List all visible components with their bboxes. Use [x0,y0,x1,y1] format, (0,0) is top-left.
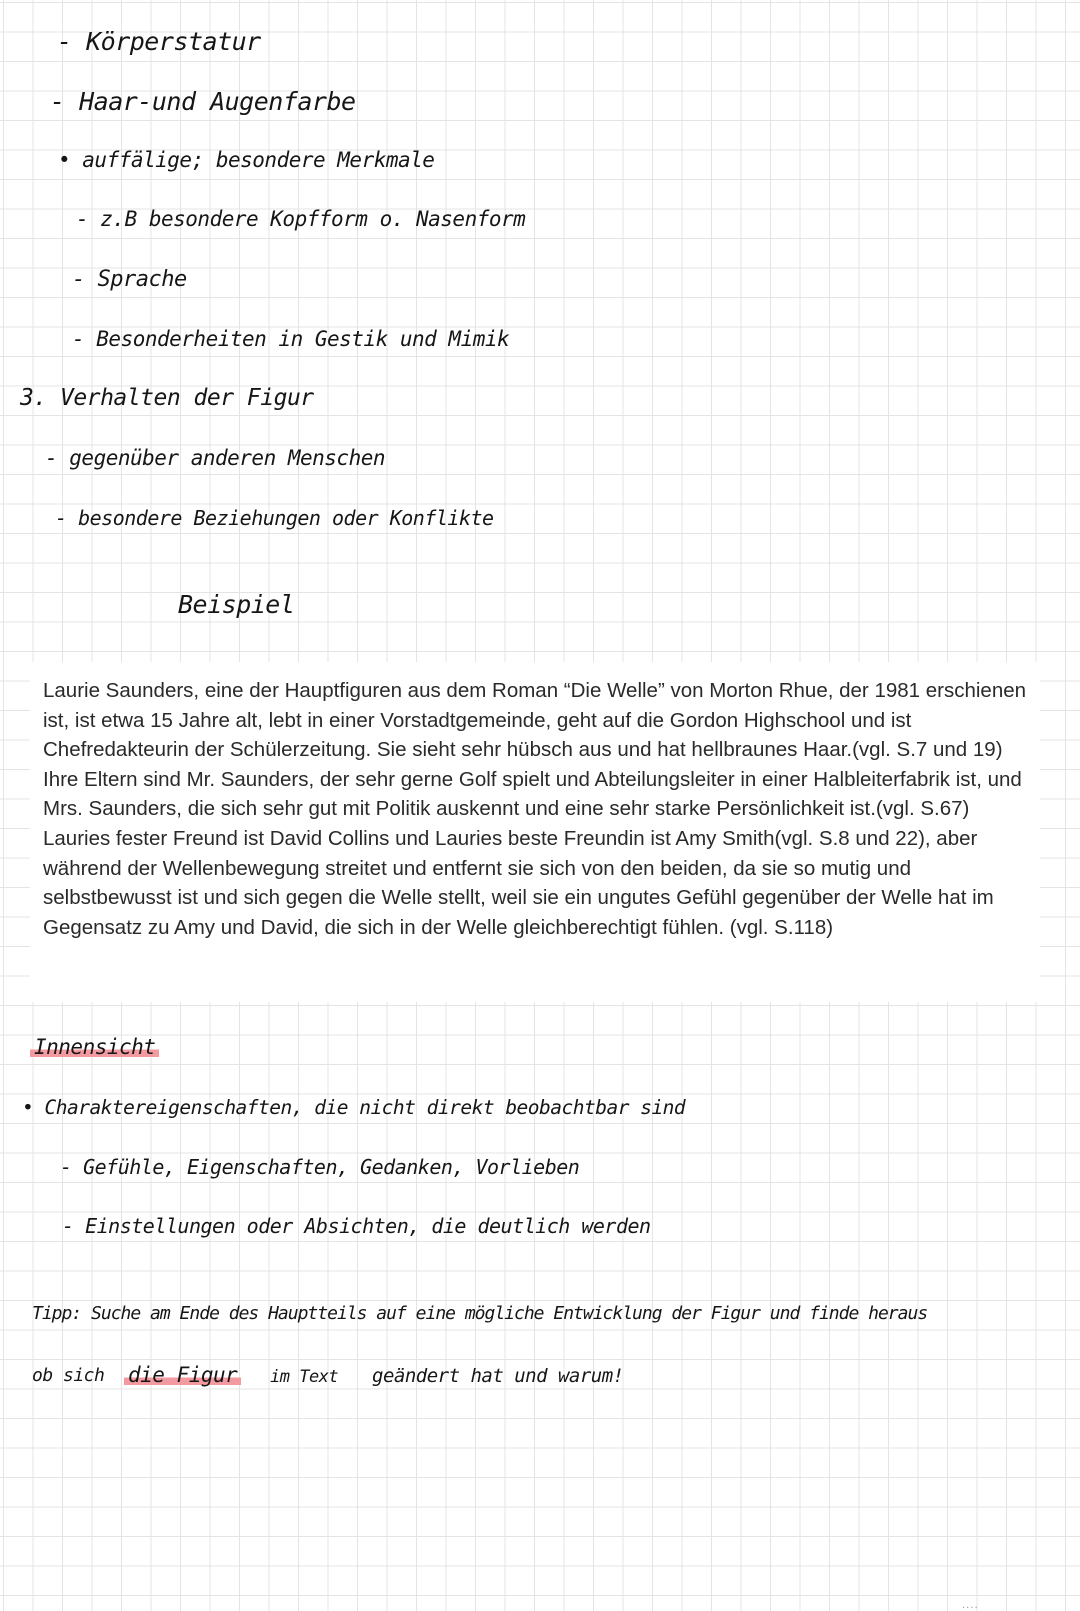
note-line-beziehungen: - besondere Beziehungen oder Konflikte [55,506,494,530]
note-line-sprache: - Sprache [72,267,187,292]
innensicht-heading [30,1035,159,1059]
innensicht-heading-text: Innensicht [30,1035,159,1059]
tipp-line-2-start: ob sich [32,1365,105,1386]
example-heading: Beispiel [178,590,295,619]
tipp-line-2-end: geändert hat und warum! [372,1365,624,1387]
note-line-menschen: - gegenüber anderen Menschen [45,446,386,470]
excerpt-ellipsis: .... [962,1600,979,1611]
tipp-line-2-highlight [124,1363,241,1387]
innensicht-line-einstellungen: - Einstellungen oder Absichten, die deutlich werden [62,1214,651,1238]
tipp-line-1: Tipp: Suche am Ende des Hauptteils auf eine mögliche Entwicklung der Figur und finde heraus [32,1303,928,1324]
tipp-line-2-middle: im Text [270,1367,339,1387]
note-line-gestik-mimik: - Besonderheiten in Gestik und Mimik [72,327,510,351]
example-text: Laurie Saunders, eine der Hauptfiguren aus dem Roman “Die Welle” von Morton Rhue, der 1981 erschienen ist, ist etwa 15 Jahre alt, lebt in einer Vorstadtgemeinde, geht auf die Gordon Highschool und ist Chefredakteurin der Schülerzeitung. Sie sieht sehr hübsch aus und hat hellbraunes Haar.(vgl. S.7 und 19) Ihre Eltern sind Mr. Saunders, der sehr gerne Golf spielt und Abteilungsleiter in einer Halbleiterfabrik ist, und Mrs. Saunders, die sich sehr gut mit Politik auskennt und eine sehr starke Persönlichkeit ist.(vgl. S.67) Lauries fester Freund ist David Collins und Lauries beste Freundin ist Amy Smith(vgl. S.8 und 22), aber während der Wellenbewegung streitet und entfernt sie sich von den beiden, da sie so mutig und selbstbewusst ist und sich gegen die Welle stellt, weil sie ein ungutes Gefühl gegenüber der Welle hat im Gegensatz zu Amy und David, die sich in der Welle gleichberechtigt fühlen. (vgl. S.118) [43,679,1027,939]
innensicht-line-gefuehle: - Gefühle, Eigenschaften, Gedanken, Vorlieben [60,1155,580,1179]
note-line-haar-augenfarbe: - Haar-und Augenfarbe [50,87,356,116]
note-line-koerperstatur: - Körperstatur [57,27,261,56]
note-heading-verhalten: 3. Verhalten der Figur [20,385,314,411]
note-line-besondere-merkmale: • auffälige; besondere Merkmale [58,148,435,172]
note-line-kopfform: - z.B besondere Kopfform o. Nasenform [76,207,526,231]
tipp-highlight-text: die Figur [124,1363,241,1387]
innensicht-line-charakter: • Charaktereigenschaften, die nicht direkt beobachtbar sind [22,1096,686,1119]
